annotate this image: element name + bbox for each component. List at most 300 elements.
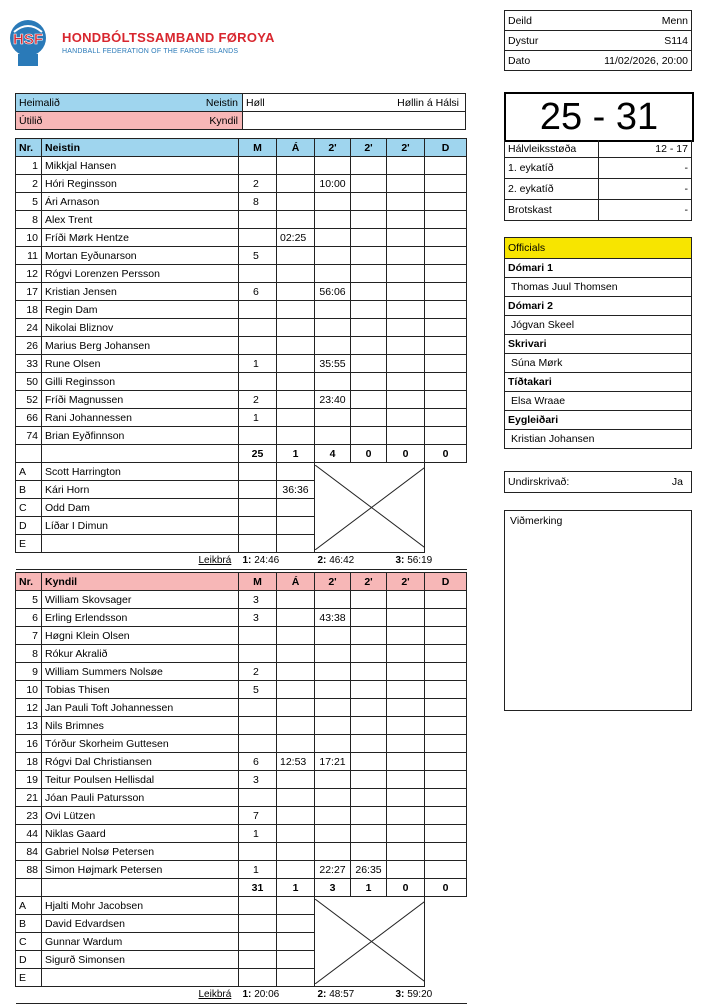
player-m: 3 [239,609,277,627]
player-t3 [387,427,425,445]
player-t1 [315,591,351,609]
total-d: 0 [425,879,467,897]
timeout-3: 3: 59:20 [395,989,433,1000]
player-name: Ovi Lützen [42,807,239,825]
player-row [16,409,467,427]
player-a [277,175,315,193]
player-t2 [351,717,387,735]
penalties-label: Brotskast [505,200,599,221]
player-d [425,627,467,645]
official-code: D [16,951,42,969]
player-a [277,627,315,645]
venue-label: Høll [246,96,265,109]
home-label: Heimalið [19,96,60,109]
player-t3 [387,753,425,771]
player-a [277,735,315,753]
player-name: William Skovsager [42,591,239,609]
player-t1 [315,627,351,645]
player-row [16,427,467,445]
player-d [425,211,467,229]
halftime-value: 12 - 17 [598,140,692,158]
player-d [425,265,467,283]
away-label: Útilið [19,114,43,127]
scorer: Súna Mørk [505,354,692,373]
meta-value: Menn [598,11,692,31]
player-t1 [315,301,351,319]
player-row [16,319,467,337]
col-t2: 2' [351,573,387,591]
org-subtitle: HANDBALL FEDERATION OF THE FAROE ISLANDS [62,48,239,55]
official-name: Líðar I Dimun [42,517,239,535]
player-a [277,391,315,409]
player-name: Erling Erlendsson [42,609,239,627]
player-t2 [351,645,387,663]
player-row [16,735,467,753]
cross-mark-icon [315,899,425,984]
player-t1 [315,825,351,843]
official-name: Sigurð Simonsen [42,951,239,969]
official-code: D [16,517,42,535]
player-t1 [315,843,351,861]
total-t3: 0 [387,445,425,463]
player-row [16,229,467,247]
official-m [239,933,277,951]
player-name: Mortan Eyðunarson [42,247,239,265]
player-number: 9 [16,663,42,681]
timekeeper: Elsa Wraae [505,392,692,411]
player-a [277,663,315,681]
player-a [277,861,315,879]
player-t2 [351,699,387,717]
player-a [277,283,315,301]
player-t1: 17:21 [315,753,351,771]
totals-blank [16,445,42,463]
official-name: Scott Harrington [42,463,239,481]
player-a [277,157,315,175]
player-a [277,717,315,735]
player-d [425,861,467,879]
player-t2 [351,843,387,861]
teams-table [15,93,466,130]
player-m [239,265,277,283]
player-t3 [387,391,425,409]
logo-lettering: HSF [13,31,43,48]
player-a [277,645,315,663]
timeout-2: 2: 46:42 [317,555,355,566]
timeout-1: 1: 24:46 [242,555,280,566]
player-d [425,807,467,825]
player-row [16,681,467,699]
player-name: Mikkjal Hansen [42,157,239,175]
player-t2 [351,609,387,627]
player-t2 [351,681,387,699]
player-t3 [387,645,425,663]
timeout-1: 1: 20:06 [242,989,280,1000]
player-a [277,211,315,229]
player-t2: 26:35 [351,861,387,879]
player-d [425,843,467,861]
player-row [16,753,467,771]
player-t2 [351,807,387,825]
venue: Høllin á Hálsi [397,96,459,109]
player-m: 6 [239,753,277,771]
player-t3 [387,789,425,807]
timeouts-label: Leikbrá [198,989,232,1000]
player-t2 [351,337,387,355]
player-m [239,627,277,645]
player-d [425,609,467,627]
player-name: Brian Eyðfinnson [42,427,239,445]
player-name: Alex Trent [42,211,239,229]
player-t1 [315,409,351,427]
player-t1 [315,717,351,735]
signed-value: Ja [671,476,683,488]
player-row [16,373,467,391]
player-name: Rókur Akralið [42,645,239,663]
player-name: Høgni Klein Olsen [42,627,239,645]
timekeeper-label: Tíðtakari [505,373,692,392]
player-t2 [351,771,387,789]
player-a: 02:25 [277,229,315,247]
player-row [16,843,467,861]
official-name: Gunnar Wardum [42,933,239,951]
total-t1: 4 [315,445,351,463]
player-number: 18 [16,753,42,771]
player-t2 [351,373,387,391]
player-name: William Summers Nolsøe [42,663,239,681]
player-t2 [351,301,387,319]
official-a: 36:36 [277,481,315,499]
player-number: 12 [16,265,42,283]
player-a [277,301,315,319]
player-t1: 43:38 [315,609,351,627]
meta-label: Deild [505,11,599,31]
player-row [16,825,467,843]
player-a [277,699,315,717]
player-number: 33 [16,355,42,373]
player-m: 2 [239,391,277,409]
col-a: Á [277,139,315,157]
player-number: 6 [16,609,42,627]
player-t3 [387,337,425,355]
player-t1 [315,663,351,681]
player-t3 [387,193,425,211]
player-t3 [387,771,425,789]
player-number: 74 [16,427,42,445]
player-row [16,807,467,825]
away-roster-table [15,572,467,1004]
player-number: 21 [16,789,42,807]
meta-value: S114 [598,31,692,51]
remarks-label: Viðmerking [510,515,563,527]
col-m: M [239,573,277,591]
player-d [425,319,467,337]
player-a [277,247,315,265]
player-number: 88 [16,861,42,879]
player-t3 [387,861,425,879]
player-row [16,391,467,409]
official-code: B [16,915,42,933]
player-name: Rune Olsen [42,355,239,373]
official-code: C [16,499,42,517]
ot2-value: - [598,179,692,200]
player-t2 [351,229,387,247]
official-m [239,969,277,987]
col-d: D [425,573,467,591]
total-t2: 0 [351,445,387,463]
player-m [239,337,277,355]
player-d [425,591,467,609]
player-number: 8 [16,645,42,663]
player-t2 [351,175,387,193]
player-d [425,681,467,699]
player-number: 24 [16,319,42,337]
player-t2 [351,591,387,609]
player-name: Simon Højmark Petersen [42,861,239,879]
player-a [277,265,315,283]
official-code: C [16,933,42,951]
player-t1 [315,735,351,753]
referee2-label: Dómari 2 [505,297,692,316]
player-a [277,427,315,445]
player-d [425,355,467,373]
player-name: Teitur Poulsen Hellisdal [42,771,239,789]
player-t1 [315,265,351,283]
player-name: Marius Berg Johansen [42,337,239,355]
player-t1 [315,645,351,663]
org-name: HONDBÓLTSSAMBAND FØROYA [62,30,275,45]
timeouts-label: Leikbrá [198,555,232,566]
official-code: A [16,463,42,481]
player-t3 [387,211,425,229]
timeout-2: 2: 48:57 [317,989,355,1000]
player-t1: 35:55 [315,355,351,373]
player-name: Tobias Thisen [42,681,239,699]
score-box [504,92,694,142]
player-m [239,211,277,229]
crossed-out-cell [315,897,425,987]
player-d [425,193,467,211]
player-t3 [387,265,425,283]
player-row [16,247,467,265]
player-m: 1 [239,861,277,879]
total-t3: 0 [387,879,425,897]
player-t1 [315,373,351,391]
player-row [16,663,467,681]
penalties-value: - [598,200,692,221]
signed-box [504,471,692,493]
team-official-row [16,897,467,915]
total-t1: 3 [315,879,351,897]
player-t2 [351,283,387,301]
meta-value: 11/02/2026, 20:00 [598,51,692,71]
player-d [425,663,467,681]
totals-row [16,879,467,897]
player-row [16,211,467,229]
team-name: Neistin [42,139,239,157]
player-t1 [315,699,351,717]
player-t3 [387,717,425,735]
player-t3 [387,825,425,843]
player-m [239,373,277,391]
player-t1 [315,157,351,175]
player-t2 [351,409,387,427]
away-header-row [16,573,467,591]
player-m [239,229,277,247]
official-code: B [16,481,42,499]
official-name: Hjalti Mohr Jacobsen [42,897,239,915]
player-t1 [315,193,351,211]
official-name: Odd Dam [42,499,239,517]
player-t1 [315,771,351,789]
official-a [277,951,315,969]
col-t3: 2' [387,139,425,157]
player-a [277,337,315,355]
player-number: 1 [16,157,42,175]
referee1-label: Dómari 1 [505,259,692,278]
official-code: E [16,535,42,553]
player-name: Tórður Skorheim Guttesen [42,735,239,753]
player-d [425,645,467,663]
player-t1 [315,807,351,825]
player-d [425,373,467,391]
crossed-out-cell [315,463,425,553]
player-number: 10 [16,681,42,699]
referee2: Jógvan Skeel [505,316,692,335]
player-row [16,591,467,609]
ot1-value: - [598,158,692,179]
player-row [16,645,467,663]
player-d [425,717,467,735]
timeout-3: 3: 56:19 [395,555,433,566]
official-name [42,535,239,553]
player-a [277,409,315,427]
player-name: Regin Dam [42,301,239,319]
player-m: 6 [239,283,277,301]
remarks-box [504,510,692,711]
player-number: 13 [16,717,42,735]
supervisor-label: Eygleiðari [505,411,692,430]
official-name [42,969,239,987]
player-d [425,825,467,843]
official-a [277,933,315,951]
player-d [425,175,467,193]
official-a [277,897,315,915]
player-t3 [387,843,425,861]
player-t3 [387,735,425,753]
player-row [16,157,467,175]
player-t3 [387,175,425,193]
player-t2 [351,391,387,409]
player-t2 [351,265,387,283]
col-t1: 2' [315,573,351,591]
player-m: 5 [239,247,277,265]
totals-blank [42,445,239,463]
player-t3 [387,301,425,319]
official-code: A [16,897,42,915]
player-number: 66 [16,409,42,427]
total-d: 0 [425,445,467,463]
supervisor: Kristian Johansen [505,430,692,449]
player-m [239,319,277,337]
player-number: 12 [16,699,42,717]
player-t2 [351,789,387,807]
official-m [239,481,277,499]
halftime-label: Hálvleiksstøða [505,140,599,158]
player-number: 10 [16,229,42,247]
player-t3 [387,373,425,391]
player-t1 [315,337,351,355]
player-name: Gilli Reginsson [42,373,239,391]
player-m [239,157,277,175]
player-number: 17 [16,283,42,301]
player-a [277,373,315,391]
player-a [277,807,315,825]
player-d [425,229,467,247]
player-row [16,627,467,645]
away-team: Kyndil [209,114,238,127]
player-row [16,609,467,627]
meta-label: Dato [505,51,599,71]
official-name: David Edvardsen [42,915,239,933]
col-a: Á [277,573,315,591]
player-d [425,753,467,771]
player-d [425,771,467,789]
player-m: 3 [239,591,277,609]
player-a [277,355,315,373]
player-t3 [387,807,425,825]
player-t3 [387,409,425,427]
player-row [16,193,467,211]
home-header-row [16,139,467,157]
officials-panel [504,237,692,449]
player-row [16,301,467,319]
player-number: 50 [16,373,42,391]
player-number: 7 [16,627,42,645]
scorer-label: Skrivari [505,335,692,354]
total-t2: 1 [351,879,387,897]
player-a [277,843,315,861]
player-m [239,789,277,807]
player-a [277,609,315,627]
player-m: 5 [239,681,277,699]
player-t3 [387,229,425,247]
player-t1 [315,229,351,247]
player-t2 [351,735,387,753]
meta-label: Dystur [505,31,599,51]
player-m [239,843,277,861]
player-name: Fríði Magnussen [42,391,239,409]
player-t1: 56:06 [315,283,351,301]
official-m [239,517,277,535]
player-d [425,409,467,427]
total-m: 31 [239,879,277,897]
final-score: 25 - 31 [539,96,659,138]
official-code: E [16,969,42,987]
player-name: Jan Pauli Toft Johannessen [42,699,239,717]
player-d [425,157,467,175]
player-a: 12:53 [277,753,315,771]
timeouts-row [16,553,467,570]
cross-mark-icon [315,465,425,550]
player-row [16,175,467,193]
home-team: Neistin [205,96,238,109]
player-number: 5 [16,591,42,609]
player-a [277,193,315,211]
official-a [277,969,315,987]
meta-table [504,10,692,71]
player-row [16,717,467,735]
